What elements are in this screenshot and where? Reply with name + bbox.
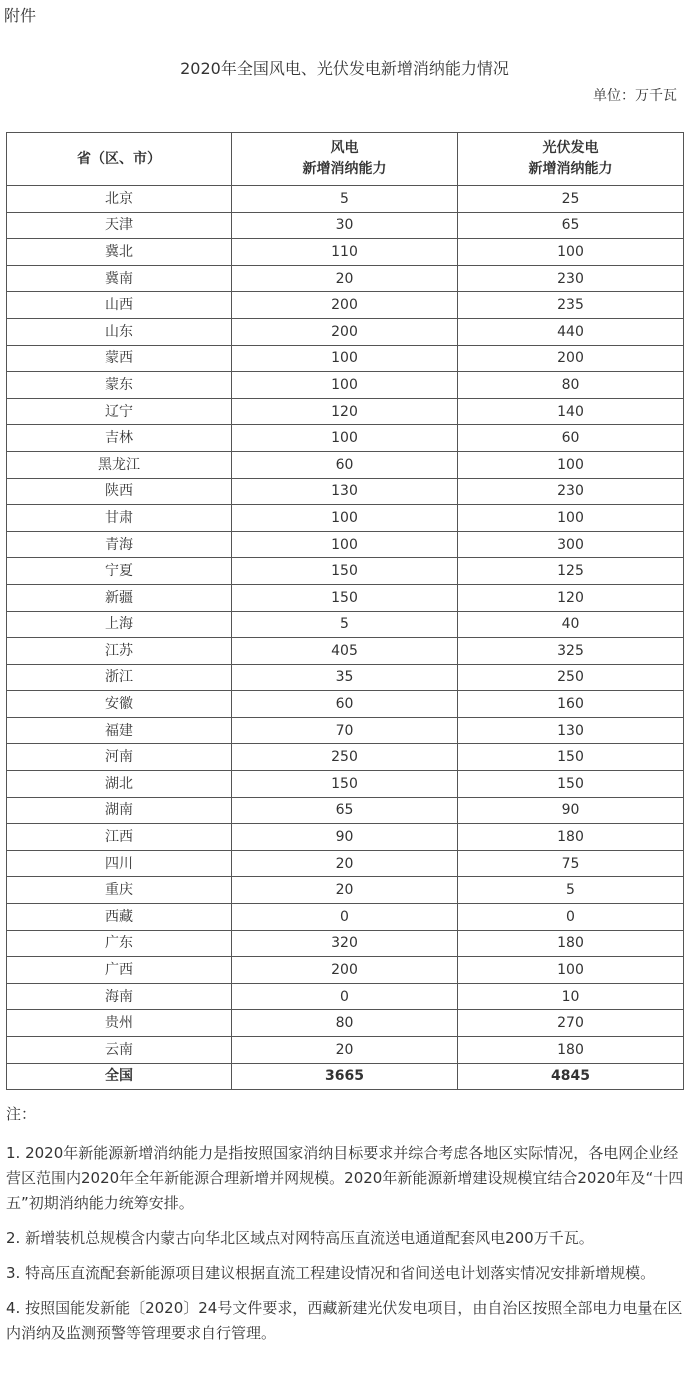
notes-section xyxy=(6,1102,684,1356)
header-province-text: 省（区、市） xyxy=(77,150,161,167)
province-cell: 浙江 xyxy=(7,664,232,691)
table-body xyxy=(7,186,684,1090)
table-row xyxy=(7,478,684,505)
wind-cell: 100 xyxy=(232,425,458,452)
solar-cell: 0 xyxy=(458,904,684,931)
table-row xyxy=(7,850,684,877)
wind-cell: 200 xyxy=(232,292,458,319)
wind-cell: 60 xyxy=(232,451,458,478)
header-province xyxy=(7,133,232,186)
province-cell: 江苏 xyxy=(7,638,232,665)
province-cell: 北京 xyxy=(7,186,232,213)
table-row xyxy=(7,558,684,585)
solar-cell: 65 xyxy=(458,212,684,239)
wind-cell: 150 xyxy=(232,584,458,611)
province-cell: 新疆 xyxy=(7,584,232,611)
solar-cell: 180 xyxy=(458,930,684,957)
table-row xyxy=(7,505,684,532)
wind-cell: 250 xyxy=(232,744,458,771)
table-row xyxy=(7,239,684,266)
table-row xyxy=(7,717,684,744)
province-cell: 宁夏 xyxy=(7,558,232,585)
wind-cell: 20 xyxy=(232,850,458,877)
wind-cell: 320 xyxy=(232,930,458,957)
wind-cell: 5 xyxy=(232,611,458,638)
province-cell: 蒙西 xyxy=(7,345,232,372)
table-row xyxy=(7,983,684,1010)
header-wind xyxy=(232,133,458,186)
table-header-row xyxy=(7,133,684,186)
wind-cell: 20 xyxy=(232,877,458,904)
wind-cell: 110 xyxy=(232,239,458,266)
province-cell: 江西 xyxy=(7,824,232,851)
solar-cell: 440 xyxy=(458,318,684,345)
wind-cell: 35 xyxy=(232,664,458,691)
province-cell: 海南 xyxy=(7,983,232,1010)
table-row xyxy=(7,425,684,452)
table-row xyxy=(7,1037,684,1064)
table-row xyxy=(7,904,684,931)
note-item-3: 3. 特高压直流配套新能源项目建议根据直流工程建设情况和省间送电计划落实情况安排新增规模。 xyxy=(6,1264,656,1282)
table-row xyxy=(7,957,684,984)
solar-cell: 180 xyxy=(458,1037,684,1064)
solar-cell: 230 xyxy=(458,478,684,505)
table-row xyxy=(7,584,684,611)
header-wind-line1: 风电 xyxy=(330,140,359,156)
total-label-cell: 全国 xyxy=(7,1063,232,1090)
province-cell: 天津 xyxy=(7,212,232,239)
province-cell: 广东 xyxy=(7,930,232,957)
province-cell: 冀南 xyxy=(7,265,232,292)
province-cell: 福建 xyxy=(7,717,232,744)
table-row xyxy=(7,638,684,665)
solar-cell: 160 xyxy=(458,691,684,718)
table-row xyxy=(7,771,684,798)
table-row xyxy=(7,345,684,372)
table-row xyxy=(7,611,684,638)
province-cell: 陕西 xyxy=(7,478,232,505)
province-cell: 四川 xyxy=(7,850,232,877)
table-row xyxy=(7,186,684,213)
solar-cell: 25 xyxy=(458,186,684,213)
table-row xyxy=(7,265,684,292)
province-cell: 山东 xyxy=(7,318,232,345)
wind-cell: 100 xyxy=(232,345,458,372)
total-solar-cell: 4845 xyxy=(458,1063,684,1090)
wind-cell: 90 xyxy=(232,824,458,851)
province-cell: 重庆 xyxy=(7,877,232,904)
solar-cell: 270 xyxy=(458,1010,684,1037)
province-cell: 吉林 xyxy=(7,425,232,452)
province-cell: 冀北 xyxy=(7,239,232,266)
wind-cell: 20 xyxy=(232,1037,458,1064)
province-cell: 湖北 xyxy=(7,771,232,798)
table-row xyxy=(7,930,684,957)
attachment-label: 附件 xyxy=(4,6,37,25)
solar-cell: 300 xyxy=(458,531,684,558)
solar-cell: 60 xyxy=(458,425,684,452)
wind-cell: 20 xyxy=(232,265,458,292)
table-row xyxy=(7,691,684,718)
table-row xyxy=(7,318,684,345)
solar-cell: 150 xyxy=(458,744,684,771)
solar-cell: 40 xyxy=(458,611,684,638)
notes-label: 注： xyxy=(6,1105,37,1123)
unit-label: 单位：万千瓦 xyxy=(593,88,677,104)
wind-cell: 405 xyxy=(232,638,458,665)
solar-cell: 100 xyxy=(458,957,684,984)
solar-cell: 130 xyxy=(458,717,684,744)
solar-cell: 80 xyxy=(458,372,684,399)
header-wind-line2: 新增消纳能力 xyxy=(302,161,387,177)
table-row xyxy=(7,664,684,691)
solar-cell: 200 xyxy=(458,345,684,372)
solar-cell: 140 xyxy=(458,398,684,425)
solar-cell: 10 xyxy=(458,983,684,1010)
wind-cell: 80 xyxy=(232,1010,458,1037)
province-cell: 安徽 xyxy=(7,691,232,718)
province-cell: 蒙东 xyxy=(7,372,232,399)
total-row xyxy=(7,1063,684,1090)
table-row xyxy=(7,398,684,425)
table-row xyxy=(7,744,684,771)
solar-cell: 100 xyxy=(458,505,684,532)
note-item-1: 1. 2020年新能源新增消纳能力是指按照国家消纳目标要求并综合考虑各地区实际情况，各电网企业经营区范围内2020年全年新能源合理新增并网规模。2020年新能源新增建设规模宜结合2020年及“十四五”初期消纳能力统筹安排。 xyxy=(6,1144,684,1212)
province-cell: 辽宁 xyxy=(7,398,232,425)
note-item-4: 4. 按照国能发新能〔2020〕24号文件要求，西藏新建光伏发电项目，由自治区按照全部电力电量在区内消纳及监测预警等管理要求自行管理。 xyxy=(6,1299,683,1342)
table-row xyxy=(7,531,684,558)
wind-cell: 100 xyxy=(232,372,458,399)
table-row xyxy=(7,451,684,478)
wind-cell: 130 xyxy=(232,478,458,505)
province-cell: 上海 xyxy=(7,611,232,638)
solar-cell: 235 xyxy=(458,292,684,319)
wind-cell: 200 xyxy=(232,957,458,984)
solar-cell: 180 xyxy=(458,824,684,851)
header-solar xyxy=(458,133,684,186)
solar-cell: 100 xyxy=(458,451,684,478)
header-solar-line2: 新增消纳能力 xyxy=(528,161,613,177)
capacity-table xyxy=(6,132,684,1090)
solar-cell: 250 xyxy=(458,664,684,691)
document-title: 2020年全国风电、光伏发电新增消纳能力情况 xyxy=(180,59,509,78)
solar-cell: 5 xyxy=(458,877,684,904)
table-row xyxy=(7,372,684,399)
wind-cell: 100 xyxy=(232,531,458,558)
province-cell: 贵州 xyxy=(7,1010,232,1037)
wind-cell: 0 xyxy=(232,983,458,1010)
province-cell: 黑龙江 xyxy=(7,451,232,478)
table-row xyxy=(7,292,684,319)
wind-cell: 30 xyxy=(232,212,458,239)
wind-cell: 0 xyxy=(232,904,458,931)
solar-cell: 120 xyxy=(458,584,684,611)
province-cell: 甘肃 xyxy=(7,505,232,532)
wind-cell: 150 xyxy=(232,771,458,798)
note-item-2: 2. 新增装机总规模含内蒙古向华北区域点对网特高压直流送电通道配套风电200万千瓦。 xyxy=(6,1229,594,1247)
total-wind-cell: 3665 xyxy=(232,1063,458,1090)
province-cell: 青海 xyxy=(7,531,232,558)
solar-cell: 325 xyxy=(458,638,684,665)
table-row xyxy=(7,212,684,239)
wind-cell: 120 xyxy=(232,398,458,425)
table-row xyxy=(7,877,684,904)
province-cell: 云南 xyxy=(7,1037,232,1064)
solar-cell: 90 xyxy=(458,797,684,824)
table-row xyxy=(7,1010,684,1037)
wind-cell: 70 xyxy=(232,717,458,744)
province-cell: 广西 xyxy=(7,957,232,984)
wind-cell: 100 xyxy=(232,505,458,532)
wind-cell: 5 xyxy=(232,186,458,213)
province-cell: 山西 xyxy=(7,292,232,319)
header-solar-line1: 光伏发电 xyxy=(542,140,599,156)
wind-cell: 60 xyxy=(232,691,458,718)
solar-cell: 150 xyxy=(458,771,684,798)
table-row xyxy=(7,824,684,851)
wind-cell: 65 xyxy=(232,797,458,824)
table-row xyxy=(7,797,684,824)
solar-cell: 230 xyxy=(458,265,684,292)
province-cell: 河南 xyxy=(7,744,232,771)
province-cell: 西藏 xyxy=(7,904,232,931)
solar-cell: 100 xyxy=(458,239,684,266)
solar-cell: 75 xyxy=(458,850,684,877)
province-cell: 湖南 xyxy=(7,797,232,824)
wind-cell: 150 xyxy=(232,558,458,585)
solar-cell: 125 xyxy=(458,558,684,585)
wind-cell: 200 xyxy=(232,318,458,345)
